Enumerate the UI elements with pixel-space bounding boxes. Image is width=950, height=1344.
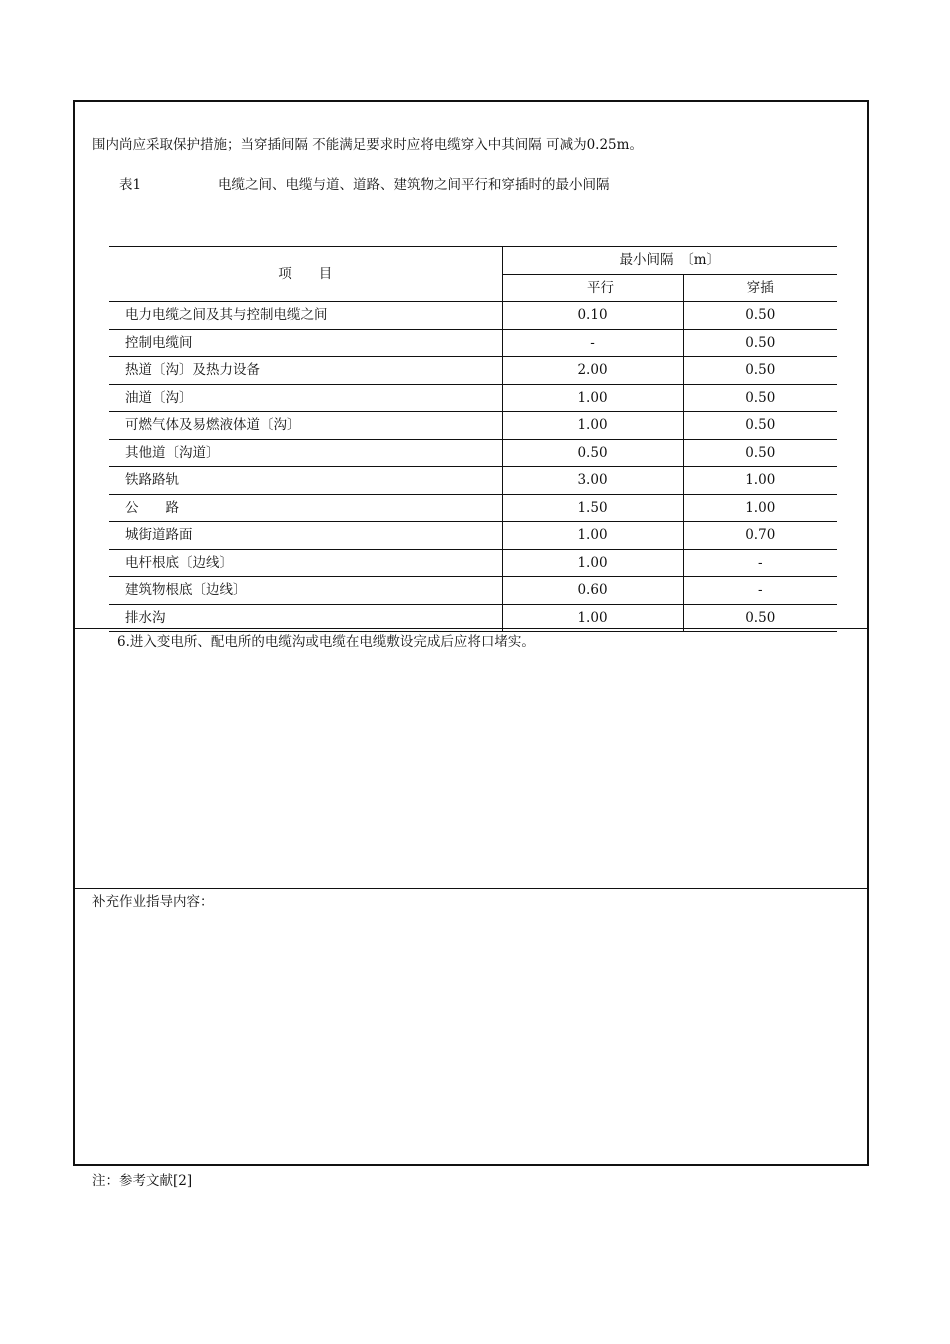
cell-cross: 0.50 xyxy=(683,384,837,412)
cell-parallel: 1.00 xyxy=(502,522,683,550)
cell-item: 油道〔沟〕 xyxy=(109,384,502,412)
cell-cross: 1.00 xyxy=(683,467,837,495)
table-row xyxy=(109,329,837,357)
spacing-table xyxy=(109,246,837,632)
cell-parallel: 0.50 xyxy=(502,439,683,467)
table-row xyxy=(109,439,837,467)
supplement-label: 补充作业指导内容： xyxy=(92,894,214,910)
cross-column-header: 穿插 xyxy=(683,274,837,302)
table-row xyxy=(109,549,837,577)
cell-parallel: 3.00 xyxy=(502,467,683,495)
supplement-divider xyxy=(75,888,867,889)
footnote: 注：参考文献[2] xyxy=(92,1173,193,1189)
table-row xyxy=(109,522,837,550)
cell-cross: 0.50 xyxy=(683,329,837,357)
table-row xyxy=(109,412,837,440)
cell-item: 排水沟 xyxy=(109,604,502,632)
cell-cross: 0.50 xyxy=(683,302,837,330)
table-row xyxy=(109,302,837,330)
table-caption-title: 电缆之间、电缆与道、道路、建筑物之间平行和穿插时的最小间隔 xyxy=(218,177,610,193)
cell-item: 城街道路面 xyxy=(109,522,502,550)
cell-parallel: - xyxy=(502,329,683,357)
cell-item: 可燃气体及易燃液体道〔沟〕 xyxy=(109,412,502,440)
cell-parallel: 2.00 xyxy=(502,357,683,385)
parallel-column-header: 平行 xyxy=(502,274,683,302)
table-header-row xyxy=(109,247,837,275)
section-divider xyxy=(75,628,867,629)
point-6-text: 6.进入变电所、配电所的电缆沟或电缆在电缆敷设完成后应将口堵实。 xyxy=(117,634,535,650)
cell-parallel: 1.50 xyxy=(502,494,683,522)
cell-cross: 1.00 xyxy=(683,494,837,522)
cell-item: 控制电缆间 xyxy=(109,329,502,357)
table-row xyxy=(109,384,837,412)
cell-item: 电杆根底〔边线〕 xyxy=(109,549,502,577)
cell-item: 铁路路轨 xyxy=(109,467,502,495)
cell-cross: - xyxy=(683,577,837,605)
cell-cross: 0.50 xyxy=(683,357,837,385)
cell-cross: 0.50 xyxy=(683,412,837,440)
cell-item: 建筑物根底〔边线〕 xyxy=(109,577,502,605)
cell-cross: 0.50 xyxy=(683,439,837,467)
cell-cross: - xyxy=(683,549,837,577)
cell-parallel: 0.10 xyxy=(502,302,683,330)
table-row xyxy=(109,467,837,495)
table-row xyxy=(109,577,837,605)
cell-item: 其他道〔沟道〕 xyxy=(109,439,502,467)
cell-parallel: 1.00 xyxy=(502,549,683,577)
cell-parallel: 1.00 xyxy=(502,384,683,412)
intro-paragraph: 围内尚应采取保护措施；当穿插间隔 不能满足要求时应将电缆穿入中其间隔 可减为0.25m。 xyxy=(92,137,643,153)
cell-parallel: 0.60 xyxy=(502,577,683,605)
cell-cross: 0.70 xyxy=(683,522,837,550)
cell-parallel: 1.00 xyxy=(502,412,683,440)
table-row xyxy=(109,494,837,522)
cell-item: 热道〔沟〕及热力设备 xyxy=(109,357,502,385)
cell-cross: 0.50 xyxy=(683,604,837,632)
cell-item: 公 路 xyxy=(109,494,502,522)
min-spacing-header: 最小间隔 〔m〕 xyxy=(502,247,837,275)
table-caption-label: 表1 xyxy=(119,177,142,193)
item-column-header: 项 目 xyxy=(109,247,502,302)
table-row xyxy=(109,357,837,385)
document-frame xyxy=(73,100,869,1166)
cell-parallel: 1.00 xyxy=(502,604,683,632)
cell-item: 电力电缆之间及其与控制电缆之间 xyxy=(109,302,502,330)
